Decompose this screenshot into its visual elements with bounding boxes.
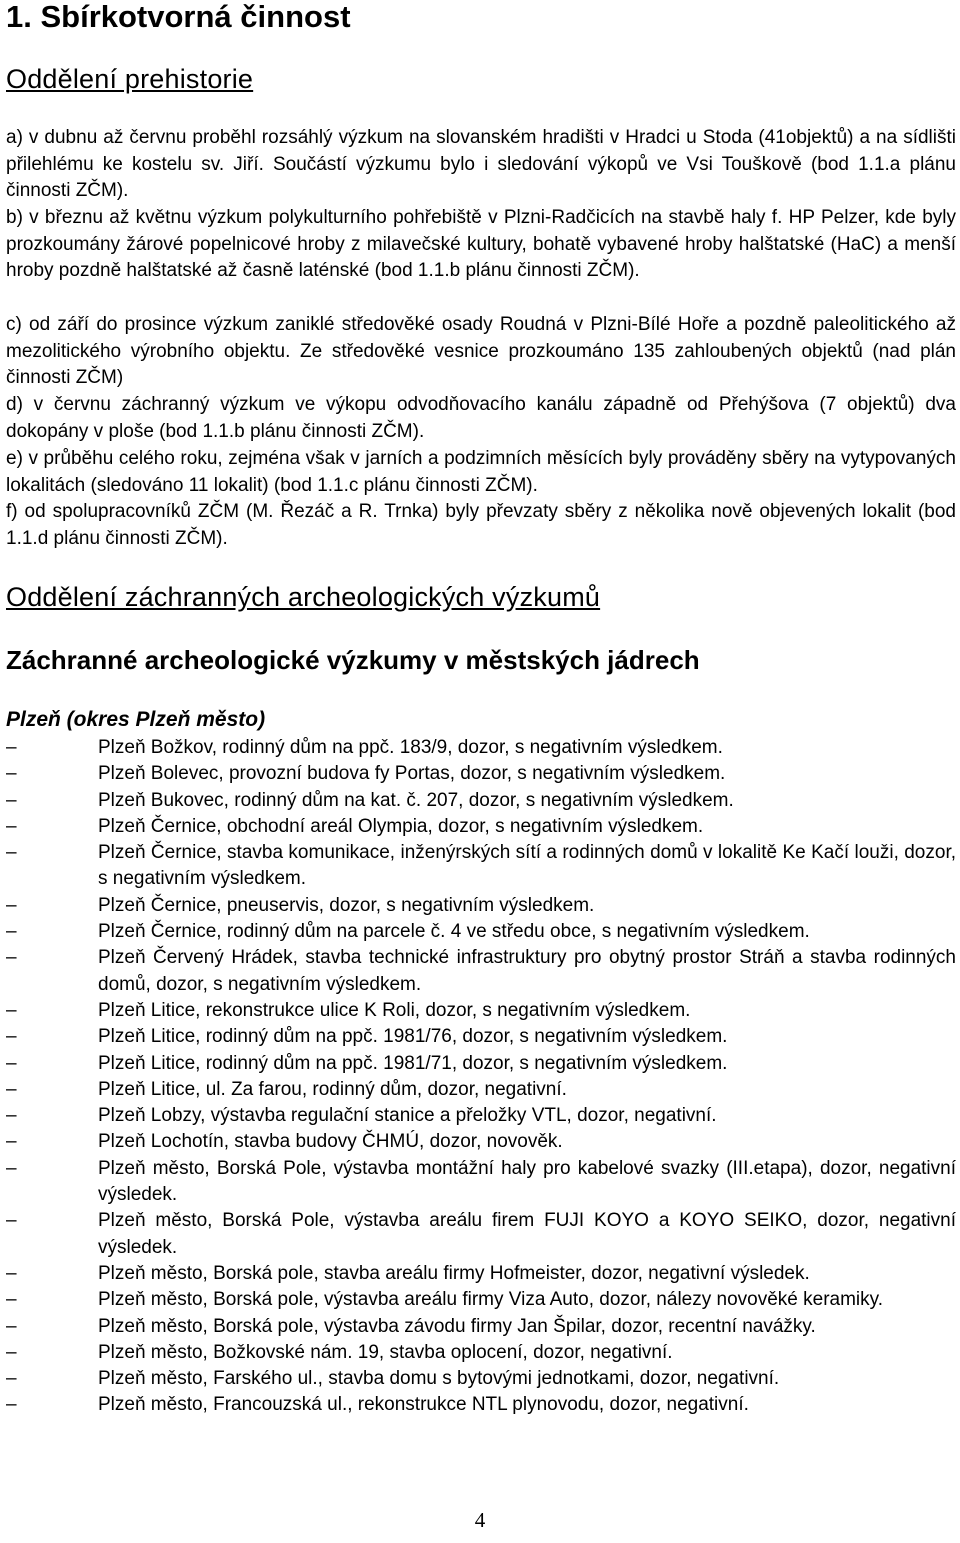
list-item-text: Plzeň Bukovec, rodinný dům na kat. č. 207, dozor, s negativním výsledkem. bbox=[98, 789, 734, 811]
paragraph-b: b) v březnu až květnu výzkum polykulturního pohřebiště v Plzni-Radčicích na stavbě haly f. HP Pelzer, kde byly prozkoumány žárové popelnicové hroby z milavečské kultury, bohatě vybavené hroby halštatské (HaC) a menší hroby pozdně halštatské až časně laténské (bod 1.1.b plánu činnosti ZČM). bbox=[6, 207, 956, 282]
list-dash: – bbox=[6, 894, 17, 916]
list-item-text: Plzeň Černice, stavba komunikace, inženýrských sítí a rodinných domů v lokalitě Ke Kačí louži, dozor, s negativním výsledkem. bbox=[98, 842, 956, 890]
list-item-text: Plzeň město, Borská pole, výstavba závodu firmy Jan Špilar, dozor, recentní navážky. bbox=[98, 1315, 816, 1337]
list-dash: – bbox=[6, 921, 17, 943]
list-dash: – bbox=[6, 1026, 17, 1048]
list-item bbox=[6, 893, 956, 919]
list-dash: – bbox=[6, 1131, 17, 1153]
list-item-text: Plzeň město, Borská Pole, výstavba montážní haly pro kabelové svazky (III.etapa), dozor, negativní výsledek. bbox=[98, 1157, 956, 1206]
list-dash: – bbox=[6, 1052, 17, 1074]
list-item bbox=[6, 1314, 956, 1340]
list-item-text: Plzeň Lochotín, stavba budovy ČHMÚ, dozor, novověk. bbox=[98, 1131, 563, 1153]
list-item bbox=[6, 1024, 956, 1050]
list-item bbox=[6, 788, 956, 814]
list-item bbox=[6, 1051, 956, 1077]
list-item-text: Plzeň Litice, rodinný dům na ppč. 1981/76, dozor, s negativním výsledkem. bbox=[98, 1026, 728, 1048]
list-item bbox=[6, 1287, 956, 1313]
list-item bbox=[6, 1261, 956, 1287]
list-dash: – bbox=[6, 1105, 17, 1127]
list-dash: – bbox=[6, 1368, 17, 1390]
region-title: Plzeň (okres Plzeň město) bbox=[6, 708, 266, 731]
list-item-text: Plzeň Litice, rekonstrukce ulice K Roli, dozor, s negativním výsledkem. bbox=[98, 999, 691, 1021]
list-item bbox=[6, 1103, 956, 1129]
list-dash: – bbox=[6, 999, 17, 1021]
list-item-text: Plzeň Božkov, rodinný dům na ppč. 183/9, dozor, s negativním výsledkem. bbox=[98, 737, 723, 758]
list-item bbox=[6, 735, 956, 761]
list-item bbox=[6, 1340, 956, 1366]
list-item bbox=[6, 814, 956, 840]
list-item bbox=[6, 1392, 956, 1418]
list-dash: – bbox=[6, 842, 17, 864]
list-item-text: Plzeň město, Borská pole, stavba areálu firmy Hofmeister, dozor, negativní výsledek. bbox=[98, 1262, 810, 1284]
list-item bbox=[6, 1156, 956, 1209]
list-dash: – bbox=[6, 1394, 17, 1416]
list-dash: – bbox=[6, 1157, 17, 1179]
list-item bbox=[6, 1077, 956, 1103]
list-item bbox=[6, 945, 956, 998]
list-dash: – bbox=[6, 947, 17, 969]
subsection-title: Záchranné archeologické výzkumy v městských jádrech bbox=[6, 645, 700, 675]
list-dash: – bbox=[6, 789, 17, 811]
list-dash: – bbox=[6, 737, 17, 758]
section-title-prehistory: Oddělení prehistorie bbox=[6, 64, 254, 94]
list-dash: – bbox=[6, 1078, 17, 1100]
list-item-text: Plzeň město, Francouzská ul., rekonstrukce NTL plynovodu, dozor, negativní. bbox=[98, 1394, 749, 1416]
list-item-text: Plzeň Černice, pneuservis, dozor, s negativním výsledkem. bbox=[98, 894, 595, 916]
site-list bbox=[6, 735, 956, 1419]
list-item bbox=[6, 761, 956, 787]
chapter-heading: 1. Sbírkotvorná činnost bbox=[6, 0, 351, 34]
list-item-text: Plzeň město, Božkovské nám. 19, stavba oplocení, dozor, negativní. bbox=[98, 1341, 673, 1363]
paragraph-c: c) od září do prosince výzkum zaniklé středověké osady Roudná v Plzni-Bílé Hoře a pozdně paleolitického až mezolitického výrobního objektu. Ze středověké vesnice prozkoumáno 135 zahloubených objektů (nad plán činnosti ZČM) bbox=[6, 314, 956, 389]
list-item-text: Plzeň město, Farského ul., stavba domu s bytovými jednotkami, dozor, negativní. bbox=[98, 1368, 780, 1390]
list-item-text: Plzeň Litice, ul. Za farou, rodinný dům, dozor, negativní. bbox=[98, 1078, 567, 1100]
list-item bbox=[6, 1129, 956, 1155]
list-item bbox=[6, 919, 956, 945]
list-item-text: Plzeň Litice, rodinný dům na ppč. 1981/71, dozor, s negativním výsledkem. bbox=[98, 1052, 728, 1074]
list-dash: – bbox=[6, 763, 17, 785]
list-item-text: Plzeň Černice, rodinný dům na parcele č. 4 ve středu obce, s negativním výsledkem. bbox=[98, 921, 810, 943]
list-item-text: Plzeň Černice, obchodní areál Olympia, dozor, s negativním výsledkem. bbox=[98, 815, 704, 837]
list-dash: – bbox=[6, 1315, 17, 1337]
list-item-text: Plzeň město, Borská Pole, výstavba areálu firem FUJI KOYO a KOYO SEIKO, dozor, negativní výsledek. bbox=[98, 1210, 956, 1258]
list-dash: – bbox=[6, 815, 17, 837]
paragraph-e: e) v průběhu celého roku, zejména však v jarních a podzimních měsících byly prováděny sběry na vytypovaných lokalitách (sledováno 11 lokalit) (bod 1.1.c plánu činnosti ZČM). bbox=[6, 448, 956, 496]
list-item-text: Plzeň Lobzy, výstavba regulační stanice a přeložky VTL, dozor, negativní. bbox=[98, 1105, 717, 1127]
list-item-text: Plzeň město, Borská pole, výstavba areálu firmy Viza Auto, dozor, nálezy novověké keramiky. bbox=[98, 1289, 884, 1311]
list-dash: – bbox=[6, 1341, 17, 1363]
paragraph-a: a) v dubnu až červnu proběhl rozsáhlý výzkum na slovanském hradišti v Hradci u Stoda (41objektů) a na sídlišti přilehlému ke kostelu sv. Jiří. Součástí výzkumu bylo i sledování výkopů ve Vsi Touškově (bod 1.1.a plánu činnosti ZČM). bbox=[6, 127, 956, 202]
list-dash: – bbox=[6, 1262, 17, 1284]
list-item-text: Plzeň Bolevec, provozní budova fy Portas, dozor, s negativním výsledkem. bbox=[98, 763, 726, 785]
paragraph-d: d) v červnu záchranný výzkum ve výkopu odvodňovacího kanálu západně od Přehýšova (7 objektů) dva dokopány v ploše (bod 1.1.b plánu činnosti ZČM). bbox=[6, 394, 956, 442]
list-item bbox=[6, 840, 956, 893]
list-item-text: Plzeň Červený Hrádek, stavba technické infrastruktury pro obytný prostor Stráň a stavba rodinných domů, dozor, s negativním výsledkem. bbox=[98, 947, 956, 995]
page-number: 4 bbox=[474, 1508, 486, 1532]
list-item bbox=[6, 998, 956, 1024]
list-item bbox=[6, 1208, 956, 1261]
paragraph-f: f) od spolupracovníků ZČM (M. Řezáč a R. Trnka) byly převzaty sběry z několika nově objevených lokalit (bod 1.1.d plánu činnosti ZČM). bbox=[6, 501, 956, 549]
list-dash: – bbox=[6, 1289, 17, 1311]
list-item bbox=[6, 1366, 956, 1392]
section-title-rescue: Oddělení záchranných archeologických výzkumů bbox=[6, 582, 601, 612]
list-dash: – bbox=[6, 1210, 17, 1232]
